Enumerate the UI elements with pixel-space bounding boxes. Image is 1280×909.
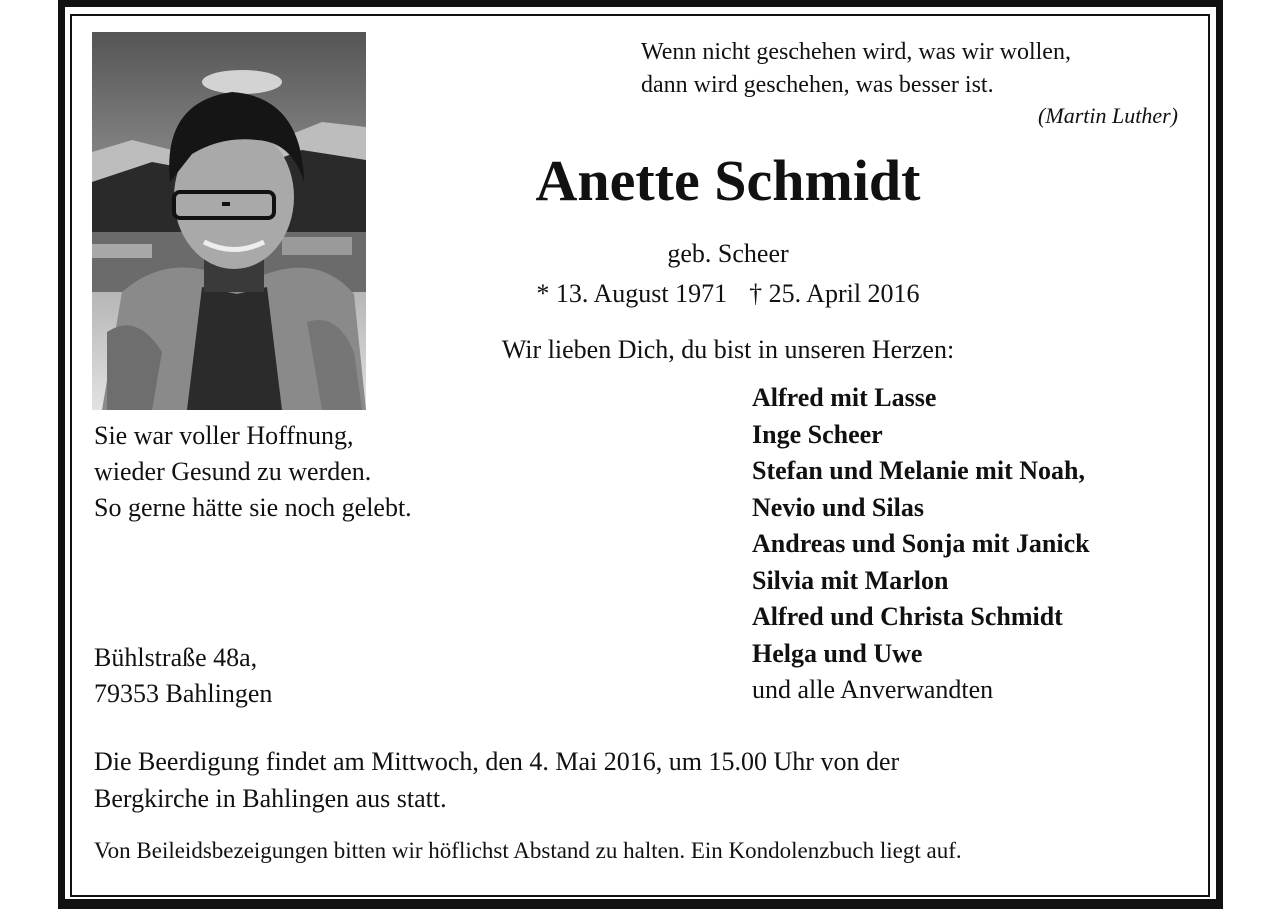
funeral-line: Die Beerdigung findet am Mittwoch, den 4. Mai 2016, um 15.00 Uhr von der [94, 747, 900, 776]
love-line: Wir lieben Dich, du bist in unseren Herzen: [501, 335, 955, 364]
quote-author: (Martin Luther) [1038, 103, 1178, 128]
verse-line: So gerne hätte sie noch gelebt. [94, 493, 412, 522]
quote-line: dann wird geschehen, was besser ist. [641, 72, 994, 98]
address [94, 640, 272, 712]
death-date: † 25. April 2016 [749, 279, 920, 308]
family-member: Stefan und Melanie mit Noah, [752, 456, 1085, 485]
birth-name: geb. Scheer [667, 239, 789, 268]
funeral-line: Bergkirche in Bahlingen aus statt. [94, 784, 447, 813]
address-street: Bühlstraße 48a, [94, 643, 258, 672]
quote-line: Wenn nicht geschehen wird, was wir wollen, [641, 39, 1071, 65]
verse-line: wieder Gesund zu werden. [94, 457, 372, 486]
quote-text [641, 36, 1071, 102]
birth-date: * 13. August 1971 [536, 279, 728, 308]
family-member: Helga und Uwe [752, 638, 923, 668]
deceased-name: Anette Schmidt [535, 148, 921, 213]
condolence-note: Von Beileidsbezeigungen bitten wir höflichst Abstand zu halten. Ein Kondolenzbuch liegt auf. [94, 838, 962, 863]
family-member: Nevio und Silas [752, 492, 924, 522]
family-closing: und alle Anverwandten [752, 675, 994, 704]
family-member: Andreas und Sonja mit Janick [752, 529, 1090, 558]
family-member: Silvia mit Marlon [752, 565, 949, 595]
family-member: Alfred und Christa Schmidt [752, 602, 1063, 631]
family-member: Inge Scheer [752, 419, 883, 449]
family-member: Alfred mit Lasse [752, 383, 937, 412]
family-list [752, 380, 1090, 709]
verse-text [94, 418, 412, 526]
address-city: 79353 Bahlingen [94, 679, 273, 708]
funeral-info [94, 743, 899, 817]
verse-line: Sie war voller Hoffnung, [94, 421, 354, 450]
life-dates [0, 276, 1280, 312]
